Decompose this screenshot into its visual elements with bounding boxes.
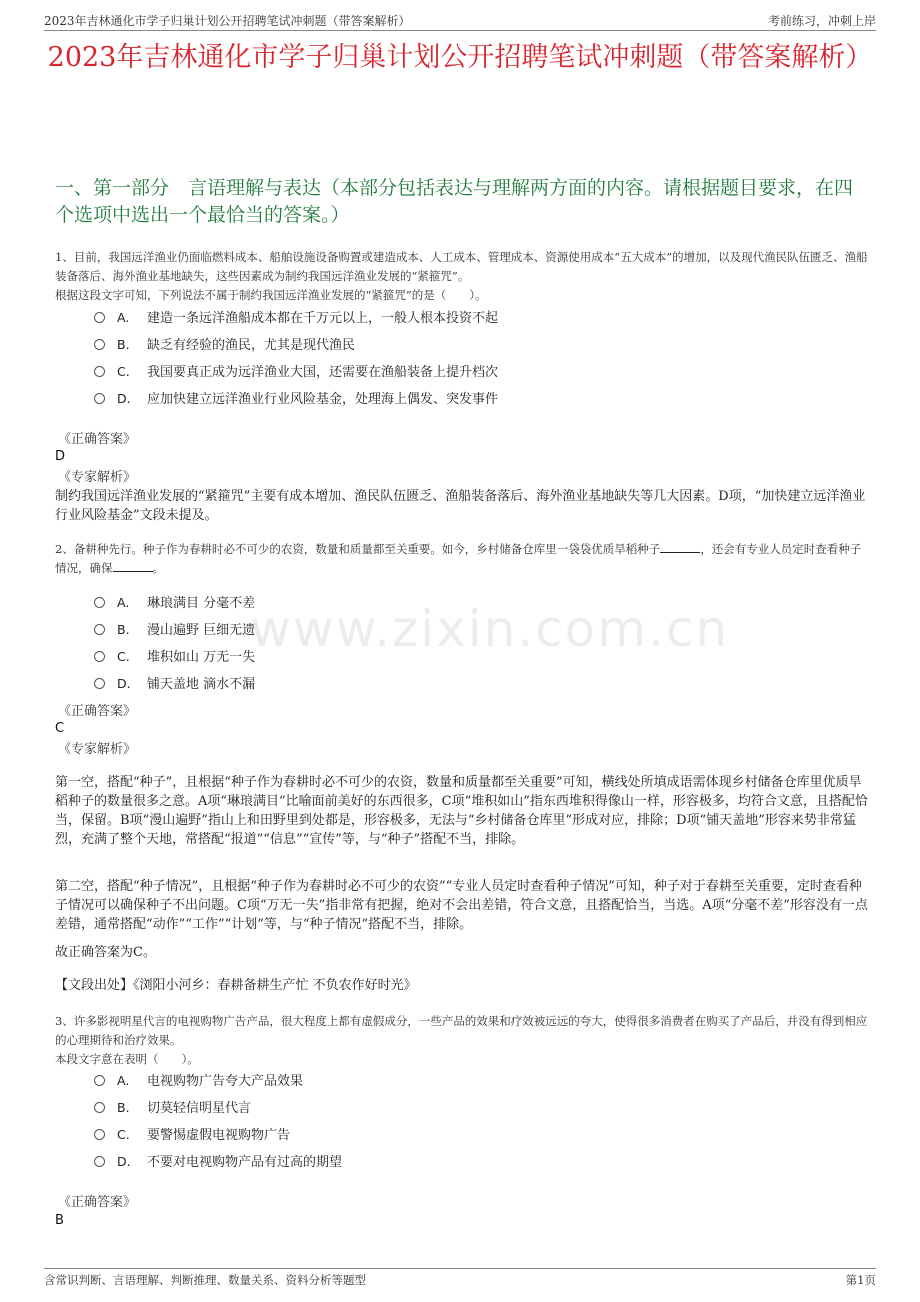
footer-topics: 含常识判断、言语理解、判断推理、数量关系、资料分析等题型 [44,1273,366,1287]
q2-option-d[interactable]: D. 铺天盖地 滴水不漏 [94,674,255,695]
q2-option-b[interactable]: B. 漫山遍野 巨细无遗 [94,620,255,641]
q3-answer-label: 《正确答案》 [58,1195,137,1210]
radio-icon[interactable] [94,651,105,662]
radio-icon[interactable] [94,1129,105,1140]
q1-prompt: 根据这段文字可知，下列说法不属于制约我国远洋渔业发展的“紧箍咒”的是（ ）。 [55,288,487,302]
page-footer [44,1268,876,1287]
q1-option-c[interactable]: C. 我国要真正成为远洋渔业大国，还需要在渔船装备上提升档次 [94,362,498,383]
radio-icon[interactable] [94,1156,105,1167]
q1-option-b[interactable]: B. 缺乏有经验的渔民，尤其是现代渔民 [94,335,355,356]
radio-icon[interactable] [94,339,105,350]
q1-stem [55,248,870,305]
radio-icon[interactable] [94,624,105,635]
q3-answer: B [55,1213,64,1228]
blank-2 [113,559,153,572]
q2-stem: 2、备耕种先行。种子作为春耕时必不可少的农资，数量和质量都至关重要。如今，乡村储备仓库里一袋袋优质旱稻种子 ，还会有专业人员定时查看种子情况，确保 。 [55,542,862,575]
q3-option-a[interactable]: A. 电视购物广告夸大产品效果 [94,1071,303,1092]
q1-answer-label: 《正确答案》 [58,432,137,447]
q3-prompt: 本段文字意在表明（ ）。 [55,1052,199,1066]
radio-icon[interactable] [94,1075,105,1086]
q2-option-c[interactable]: C. 堆积如山 万无一失 [94,647,255,668]
q3-stem-text: 3、许多影视明星代言的电视购物广告产品，很大程度上都有虚假成分，一些产品的效果和疗效被远远的夸大，使得很多消费者在购买了产品后，并没有得到相应的心理期待和治疗效果。 [55,1014,868,1047]
watermark: www.zixin.com.cn [250,600,730,658]
page-header [44,10,876,31]
q2-analysis-para-2: 第二空，搭配“种子情况”，且根据“种子作为春耕时必不可少的农资”“专业人员定时查看种子情况”可知，种子对于春耕至关重要，定时查看种子情况可以确保种子不出问题。C项“万无一失”指非常有把握，绝对不会出差错，符合文意，且搭配恰当，当选。A项“分毫不差”形容没有一点差错，通常搭配“动作”“工作”“计划”等，与“种子情况”搭配不当，排除。 [55,879,868,932]
q2-option-a[interactable]: A. 琳琅满目 分毫不差 [94,593,255,614]
radio-icon[interactable] [94,312,105,323]
q1-stem-text: 1、目前，我国远洋渔业仍面临燃料成本、船舶设施设备购置或建造成本、人工成本、管理成本、资源使用成本“五大成本”的增加，以及现代渔民队伍匮乏、渔船装备落后、海外渔业基地缺失，这些因素成为制约我国远洋渔业发展的“紧箍咒”。 [55,250,868,283]
header-doc-title: 2023年吉林通化市学子归巢计划公开招聘笔试冲刺题（带答案解析） [44,14,411,28]
q1-analysis-label: 《专家解析》 [58,470,137,485]
q2-answer-label: 《正确答案》 [58,704,137,719]
q1-option-d[interactable]: D. 应加快建立远洋渔业行业风险基金，处理海上偶发、突发事件 [94,389,498,410]
q2-answer: C [55,721,65,736]
q2-analysis-para-1: 第一空，搭配“种子”，且根据“种子作为春耕时必不可少的农资，数量和质量都至关重要”可知，横线处所填成语需体现乡村储备仓库里优质旱稻种子的数量很多之意。A项“琳琅满目”比喻面前美好的东西很多，C项“堆积如山”指东西堆积得像山一样，形容极多，均符合文意，且搭配恰当，保留。B项“漫山遍野”指山上和田野里到处都是，形容极多，无法与“乡村储备仓库里”形成对应，排除；D项“铺天盖地”形容来势非常猛烈，充满了整个天地，常搭配“报道”“信息”“宣传”等，与“种子”搭配不当，排除。 [55,775,868,847]
q3-stem [55,1012,870,1069]
radio-icon[interactable] [94,1102,105,1113]
document-title: 2023年吉林通化市学子归巢计划公开招聘笔试冲刺题（带答案解析） [47,42,873,73]
page-number: 第1页 [845,1273,876,1287]
radio-icon[interactable] [94,366,105,377]
q3-option-d[interactable]: D. 不要对电视购物产品有过高的期望 [94,1152,342,1173]
q1-analysis: 制约我国远洋渔业发展的“紧箍咒”主要有成本增加、渔民队伍匮乏、渔船装备落后、海外渔业基地缺失等几大因素。D项，“加快建立远洋渔业行业风险基金”文段未提及。 [55,489,866,523]
radio-icon[interactable] [94,678,105,689]
q1-option-a[interactable]: A. 建造一条远洋渔船成本都在千万元以上，一般人根本投资不起 [94,308,498,329]
q3-option-c[interactable]: C. 要警惕虚假电视购物广告 [94,1125,290,1146]
q2-conclusion: 故正确答案为C。 [55,945,156,960]
blank-1 [660,540,700,553]
q3-option-b[interactable]: B. 切莫轻信明星代言 [94,1098,251,1119]
radio-icon[interactable] [94,393,105,404]
q2-source: 【文段出处】《浏阳小河乡：春耕备耕生产忙 不负农作好时光》 [55,978,417,993]
section-heading: 一、第一部分 言语理解与表达（本部分包括表达与理解两方面的内容。请根据题目要求，在四个选项中选出一个最恰当的答案。） [55,177,854,226]
header-slogan: 考前练习，冲刺上岸 [767,14,876,28]
radio-icon[interactable] [94,597,105,608]
q1-answer: D [55,449,66,464]
q2-analysis-label: 《专家解析》 [58,742,137,757]
